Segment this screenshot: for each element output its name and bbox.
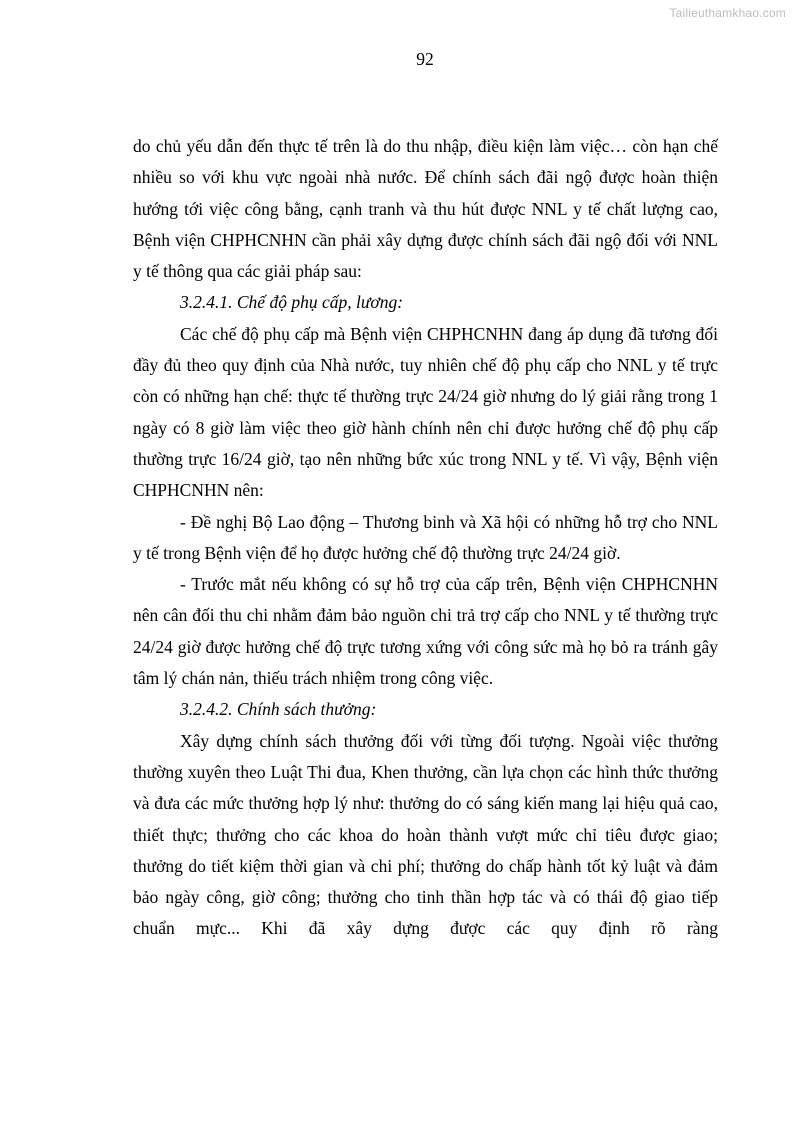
document-body (133, 131, 718, 945)
watermark-text: Tailieuthamkhao.com (669, 6, 786, 20)
list-item-balance-budget: - Trước mắt nếu không có sự hỗ trợ của cấp trên, Bệnh viện CHPHCNHN nên cân đối thu chi nhằm đảm bảo nguồn chi trả trợ cấp cho NNL y tế thường trực 24/24 giờ được hưởng chế độ trực tương xứng với công sức mà họ bỏ ra tránh gây tâm lý chán nản, thiếu trách nhiệm trong công việc. (133, 574, 718, 689)
page-number: 92 (416, 49, 434, 69)
section-heading-bonus: 3.2.4.2. Chính sách thưởng: (180, 699, 377, 720)
paragraph-allowance: Các chế độ phụ cấp mà Bệnh viện CHPHCNHN đang áp dụng đã tương đối đầy đủ theo quy định của Nhà nước, tuy nhiên chế độ phụ cấp cho NNL y tế trực còn có những hạn chế: thực tế thường trực 24/24 giờ nhưng do lý giải rằng trong 1 ngày có 8 giờ làm việc theo giờ hành chính nên chỉ được hưởng chế độ phụ cấp thường trực 16/24 giờ, tạo nên những bức xúc trong NNL y tế. Vì vậy, Bệnh viện CHPHCNHN nên: (133, 323, 718, 501)
section-heading-allowance: 3.2.4.1. Chế độ phụ cấp, lương: (180, 292, 404, 313)
list-item-proposal-ministry: - Đề nghị Bộ Lao động – Thương binh và Xã hội có những hỗ trợ cho NNL y tế trong Bệnh viện để họ được hưởng chế độ thường trực 24/24 giờ. (133, 511, 718, 563)
paragraph-intro: do chủ yếu dẫn đến thực tế trên là do thu nhập, điều kiện làm việc… còn hạn chế nhiều so với khu vực ngoài nhà nước. Để chính sách đãi ngộ được hoàn thiện hướng tới việc công bằng, cạnh tranh và thu hút được NNL y tế chất lượng cao, Bệnh viện CHPHCNHN cần phải xây dựng được chính sách đãi ngộ đối với NNL y tế thông qua các giải pháp sau: (133, 136, 718, 282)
paragraph-bonus: Xây dựng chính sách thưởng đối với từng đối tượng. Ngoài việc thưởng thường xuyên theo Luật Thi đua, Khen thưởng, cần lựa chọn các hình thức thưởng và đưa các mức thưởng hợp lý như: thưởng do có sáng kiến mang lại hiệu quả cao, thiết thực; thưởng cho các khoa do hoàn thành vượt mức chỉ tiêu được giao; thưởng do tiết kiệm thời gian và chi phí; thưởng do chấp hành tốt kỷ luật và đảm bảo ngày công, giờ công; thưởng cho tinh thần hợp tác và có thái độ giao tiếp chuẩn mực... Khi đã xây dựng được các quy định rõ ràng (133, 730, 718, 939)
